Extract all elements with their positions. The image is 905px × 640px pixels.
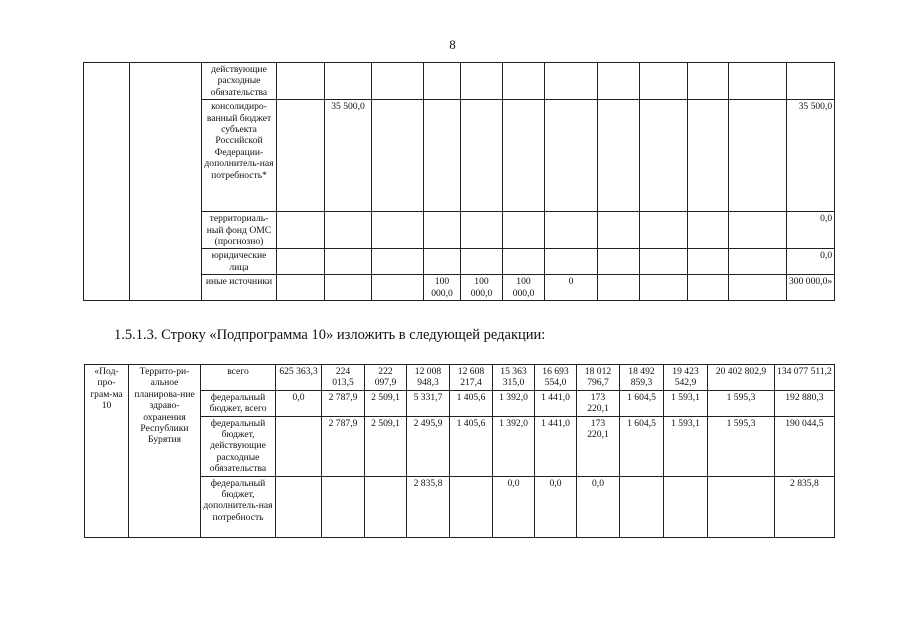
- source-cell: консолидиро-ванный бюджет субъекта Российской Федерации-дополнитель-ная потребность*: [202, 100, 277, 212]
- value-cell: [277, 100, 325, 212]
- value-cell: [372, 100, 424, 212]
- value-cell: 1 593,1: [664, 416, 708, 476]
- source-cell: иные источники: [202, 275, 277, 301]
- value-cell: [450, 476, 493, 537]
- value-cell: 18 492 859,3: [620, 365, 664, 391]
- value-cell: [424, 212, 461, 249]
- value-cell: [325, 249, 372, 275]
- budget-table-continued: [83, 62, 835, 301]
- value-cell: 35 500,0: [787, 100, 835, 212]
- source-cell: всего: [201, 365, 276, 391]
- value-cell: 1 593,1: [664, 390, 708, 416]
- value-cell: 300 000,0»: [787, 275, 835, 301]
- value-cell: [325, 275, 372, 301]
- value-cell: [545, 100, 598, 212]
- value-cell: 16 693 554,0: [535, 365, 577, 391]
- value-cell: 5 331,7: [407, 390, 450, 416]
- value-cell: 100 000,0: [461, 275, 503, 301]
- value-cell: 2 495,9: [407, 416, 450, 476]
- value-cell: 1 405,6: [450, 390, 493, 416]
- value-cell: [688, 275, 729, 301]
- value-cell: 2 787,9: [322, 390, 365, 416]
- value-cell: 1 392,0: [493, 390, 535, 416]
- value-cell: 222 097,9: [365, 365, 407, 391]
- value-cell: [729, 100, 787, 212]
- value-cell: [424, 63, 461, 100]
- value-cell: [325, 212, 372, 249]
- value-cell: [688, 100, 729, 212]
- value-cell: 173 220,1: [577, 390, 620, 416]
- value-cell: [688, 63, 729, 100]
- value-cell: [325, 63, 372, 100]
- subprogram-10-table: [84, 364, 835, 538]
- value-cell: 625 363,3: [276, 365, 322, 391]
- value-cell: 190 044,5: [775, 416, 835, 476]
- value-cell: 19 423 542,9: [664, 365, 708, 391]
- value-cell: [503, 212, 545, 249]
- value-cell: [424, 249, 461, 275]
- value-cell: [276, 416, 322, 476]
- value-cell: [787, 63, 835, 100]
- value-cell: 12 608 217,4: [450, 365, 493, 391]
- value-cell: [729, 275, 787, 301]
- value-cell: 0,0: [787, 249, 835, 275]
- value-cell: 224 013,5: [322, 365, 365, 391]
- value-cell: 35 500,0: [325, 100, 372, 212]
- value-cell: [365, 476, 407, 537]
- value-cell: [598, 275, 640, 301]
- value-cell: [545, 63, 598, 100]
- value-cell: 1 595,3: [708, 390, 775, 416]
- value-cell: 1 441,0: [535, 390, 577, 416]
- source-cell: федеральный бюджет, действующие расходные обязательства: [201, 416, 276, 476]
- value-cell: 1 405,6: [450, 416, 493, 476]
- value-cell: 0,0: [493, 476, 535, 537]
- value-cell: [620, 476, 664, 537]
- value-cell: 1 441,0: [535, 416, 577, 476]
- value-cell: [277, 212, 325, 249]
- value-cell: [424, 100, 461, 212]
- value-cell: [598, 212, 640, 249]
- value-cell: 12 008 948,3: [407, 365, 450, 391]
- section-heading: 1.5.1.3. Строку «Подпрограмма 10» изложить в следующей редакции:: [114, 327, 546, 343]
- source-cell: федеральный бюджет, дополнитель-ная потребность: [201, 476, 276, 537]
- source-cell: действующие расходные обязательства: [202, 63, 277, 100]
- value-cell: 0,0: [535, 476, 577, 537]
- name-cell: [84, 63, 130, 301]
- value-cell: [640, 100, 688, 212]
- value-cell: 1 604,5: [620, 416, 664, 476]
- value-cell: 20 402 802,9: [708, 365, 775, 391]
- value-cell: [503, 249, 545, 275]
- value-cell: [461, 212, 503, 249]
- value-cell: [545, 212, 598, 249]
- value-cell: [545, 249, 598, 275]
- value-cell: 2 835,8: [407, 476, 450, 537]
- executor-cell: Террито-ри-альное планирова-ние здраво-охранения Республики Бурятия: [129, 365, 201, 538]
- value-cell: [729, 212, 787, 249]
- value-cell: 18 012 796,7: [577, 365, 620, 391]
- value-cell: [598, 100, 640, 212]
- value-cell: [372, 275, 424, 301]
- value-cell: [277, 249, 325, 275]
- value-cell: 100 000,0: [424, 275, 461, 301]
- value-cell: 192 880,3: [775, 390, 835, 416]
- value-cell: [372, 249, 424, 275]
- value-cell: 2 787,9: [322, 416, 365, 476]
- value-cell: [372, 212, 424, 249]
- value-cell: 173 220,1: [577, 416, 620, 476]
- value-cell: 0,0: [577, 476, 620, 537]
- value-cell: [598, 63, 640, 100]
- value-cell: [598, 249, 640, 275]
- value-cell: [503, 100, 545, 212]
- value-cell: [372, 63, 424, 100]
- value-cell: [503, 63, 545, 100]
- value-cell: [276, 476, 322, 537]
- value-cell: [277, 275, 325, 301]
- value-cell: [688, 212, 729, 249]
- value-cell: [688, 249, 729, 275]
- page-number: 8: [449, 37, 456, 52]
- value-cell: [461, 63, 503, 100]
- value-cell: 2 835,8: [775, 476, 835, 537]
- value-cell: 1 595,3: [708, 416, 775, 476]
- value-cell: 0,0: [276, 390, 322, 416]
- value-cell: [461, 249, 503, 275]
- value-cell: [708, 476, 775, 537]
- value-cell: [277, 63, 325, 100]
- value-cell: 0: [545, 275, 598, 301]
- value-cell: 1 392,0: [493, 416, 535, 476]
- value-cell: [322, 476, 365, 537]
- executor-cell: [130, 63, 202, 301]
- source-cell: федеральный бюджет, всего: [201, 390, 276, 416]
- value-cell: 0,0: [787, 212, 835, 249]
- value-cell: [640, 249, 688, 275]
- value-cell: 2 509,1: [365, 390, 407, 416]
- value-cell: 15 363 315,0: [493, 365, 535, 391]
- value-cell: [640, 63, 688, 100]
- value-cell: [640, 212, 688, 249]
- source-cell: территориаль-ный фонд ОМС (прогнозно): [202, 212, 277, 249]
- value-cell: [664, 476, 708, 537]
- value-cell: 2 509,1: [365, 416, 407, 476]
- table-row: [85, 365, 835, 391]
- value-cell: [729, 249, 787, 275]
- value-cell: 134 077 511,2: [775, 365, 835, 391]
- value-cell: 100 000,0: [503, 275, 545, 301]
- value-cell: [461, 100, 503, 212]
- value-cell: 1 604,5: [620, 390, 664, 416]
- value-cell: [640, 275, 688, 301]
- table-row: [84, 63, 835, 100]
- source-cell: юридические лица: [202, 249, 277, 275]
- subprogram-name-cell: «Под-про-грам-ма 10: [85, 365, 129, 538]
- value-cell: [729, 63, 787, 100]
